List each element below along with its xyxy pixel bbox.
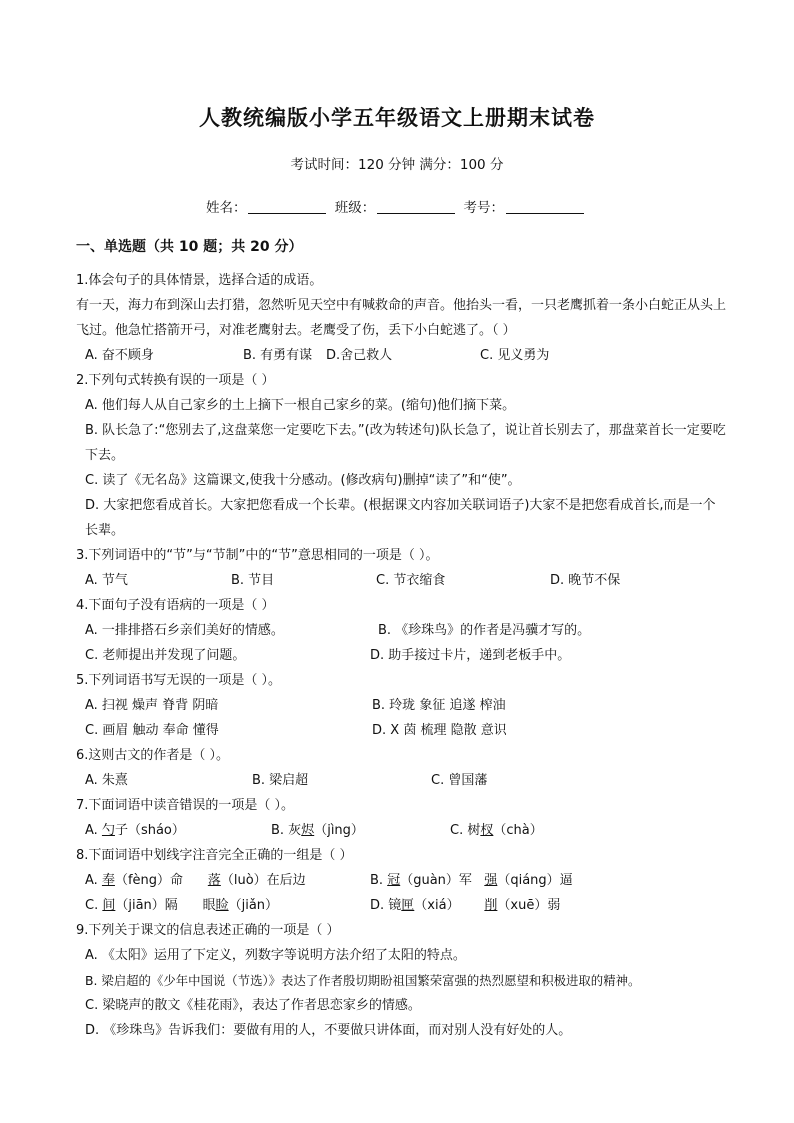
q8-d-pre: D. 镜 [370,898,402,913]
q5-option-d[interactable]: D. X 茵 梳理 隐散 意识 [372,723,507,738]
q1-option-c[interactable]: C. 见义勇为 [480,348,550,363]
exam-title: 人教统编版小学五年级语文上册期末试卷 [199,106,595,130]
q2-option-d[interactable]: D. 大家把您看成首长。大家把您看成一个长辈。(根据课文内容加关联词语子)大家不是把您看成首长,而是一个长辈。 [85,498,716,538]
class-blank[interactable] [377,199,455,214]
q2-option-a[interactable]: A. 他们每人从自己家乡的土上摘下一根自己家乡的菜。(缩句)他们摘下菜。 [85,398,516,413]
question-9-stem: 9.下列关于课文的信息表述正确的一项是（ ） [76,923,340,938]
q7-b-underlined: 烬 [301,823,315,838]
q8-c-post: （jiān）隔 眼 [115,898,216,913]
q7-a-pre: A. [85,823,102,838]
question-6-options [76,768,726,793]
question-4-stem: 4.下面句子没有语病的一项是（ ） [76,598,275,613]
name-label: 姓名： [205,200,247,216]
question-8-options-row2 [76,893,726,918]
q6-option-b[interactable]: B. 梁启超 [252,773,309,788]
q8-option-a[interactable] [85,868,306,893]
q7-option-b[interactable] [271,818,364,843]
question-1-stem: 1.体会句子的具体情景，选择合适的成语。 [76,273,323,288]
q4-option-c[interactable]: C. 老师提出并发现了问题。 [85,648,246,663]
student-info [0,196,794,216]
question-2-stem: 2.下列句式转换有误的一项是（ ） [76,373,275,388]
q2-option-c[interactable]: C. 读了《无名岛》这篇课文,使我十分感动。(修改病句)删掉“读了”和“使”。 [85,473,521,488]
q3-option-c[interactable]: C. 节衣缩食 [376,573,446,588]
q3-option-b[interactable]: B. 节目 [231,573,275,588]
q9-option-c[interactable]: C. 梁晓声的散文《桂花雨》，表达了作者思恋家乡的情感。 [85,998,421,1013]
q4-option-a[interactable]: A. 一排排搭石乡亲们美好的情感。 [85,623,284,638]
q5-option-c[interactable]: C. 画眉 触动 奉命 懂得 [85,723,219,738]
q8-option-c[interactable] [85,893,278,918]
q8-b-u1: 冠 [387,873,401,888]
q6-option-c[interactable]: C. 曾国藩 [431,773,488,788]
q8-c-pre: C. [85,898,103,913]
q7-option-c[interactable] [450,818,543,843]
q1-option-a[interactable]: A. 奋不顾身 [85,348,154,363]
question-8-options-row1 [76,868,726,893]
questions [76,268,726,1043]
q8-a-u1: 奉 [101,873,115,888]
q9-option-a[interactable]: A. 《太阳》运用了下定义，列数字等说明方法介绍了太阳的特点。 [85,948,466,963]
q8-a-u2: 落 [207,873,221,888]
q8-option-b[interactable] [370,868,573,893]
q8-d-u1: 匣 [401,898,415,913]
q8-b-pre: B. [370,873,388,888]
name-blank[interactable] [248,199,326,214]
q5-option-a[interactable]: A. 扫视 燥声 脊背 阴暗 [85,698,219,713]
q8-d-u2: 削 [484,898,498,913]
q7-c-underlined: 杈 [480,823,494,838]
q3-option-a[interactable]: A. 节气 [85,573,128,588]
exam-subtitle: 考试时间：120 分钟 满分：100 分 [290,157,504,173]
question-1-options [76,343,726,368]
q7-a-post: 子（sháo） [114,823,185,838]
question-5-options-row1 [76,693,726,718]
q9-option-b[interactable]: B. 梁启超的《少年中国说（节选）》表达了作者殷切期盼祖国繁荣富强的热烈愿望和积极进取的精神。 [85,973,641,988]
q8-b-post: （guàn）军 [400,873,485,888]
q8-b-u2: 强 [484,873,498,888]
q8-c-u1: 间 [102,898,116,913]
q7-option-a[interactable] [85,818,185,843]
class-label: 班级： [334,200,376,216]
question-3-options [76,568,726,593]
q8-c-u2: 睑 [215,898,229,913]
q2-option-b[interactable]: B. 队长急了:“您别去了,这盘菜您一定要吃下去。”(改为转述句)队长急了，说让首长别去了，那盘菜首长一定要吃下去。 [85,423,726,463]
q8-a-pre: A. [85,873,102,888]
question-1-passage: 有一天，海力布到深山去打猎，忽然听见天空中有喊救命的声音。他抬头一看，一只老鹰抓着一条小白蛇正从头上飞过。他急忙搭箭开弓，对准老鹰射去。老鹰受了伤，丢下小白蛇逃了。（ ） [76,298,727,338]
q4-option-d[interactable]: D. 助手接过卡片，递到老板手中。 [370,648,571,663]
exam-no-blank[interactable] [506,199,584,214]
q4-option-b[interactable]: B. 《珍珠鸟》的作者是冯骥才写的。 [378,623,591,638]
exam-no-label: 考号： [463,200,505,216]
q8-option-d[interactable] [370,893,560,918]
q8-b-post2: （qiáng）逼 [497,873,573,888]
q3-option-d[interactable]: D. 晚节不保 [550,573,621,588]
q7-a-underlined: 勺 [101,823,115,838]
question-6-stem: 6.这则古文的作者是（ ）。 [76,748,230,763]
q1-option-b[interactable]: B. 有勇有谋 [243,348,313,363]
question-4-options-row2 [76,643,726,668]
q7-c-post: （chà） [493,823,543,838]
q7-b-pre: B. 灰 [271,823,302,838]
q7-c-pre: C. 树 [450,823,481,838]
q5-option-b[interactable]: B. 玲珑 象征 追遂 榨油 [372,698,506,713]
q8-a-post2: （luò）在后边 [220,873,306,888]
question-8-stem: 8.下面词语中划线字注音完全正确的一组是（ ） [76,848,353,863]
q9-option-d[interactable]: D. 《珍珠鸟》告诉我们：要做有用的人，不要做只讲体面，而对别人没有好处的人。 [85,1023,572,1038]
question-5-stem: 5.下列词语书写无误的一项是（ ）。 [76,673,282,688]
question-5-options-row2 [76,718,726,743]
question-7-options [76,818,726,843]
question-4-options-row1 [76,618,726,643]
question-7-stem: 7.下面词语中读音错误的一项是（ ）。 [76,798,295,813]
q1-option-d[interactable]: D.舍己救人 [326,348,393,363]
q8-c-post2: （jiǎn） [228,898,279,913]
q8-d-post2: （xuē）弱 [497,898,561,913]
question-3-stem: 3.下列词语中的“节”与“节制”中的“节”意思相同的一项是（ ）。 [76,548,439,563]
q6-option-a[interactable]: A. 朱熹 [85,773,128,788]
q8-d-post: （xiá） [414,898,485,913]
q7-b-post: （jìng） [314,823,364,838]
q8-a-post: （fèng）命 [114,873,208,888]
section-title: 一、单选题（共 10 题；共 20 分） [76,239,303,255]
